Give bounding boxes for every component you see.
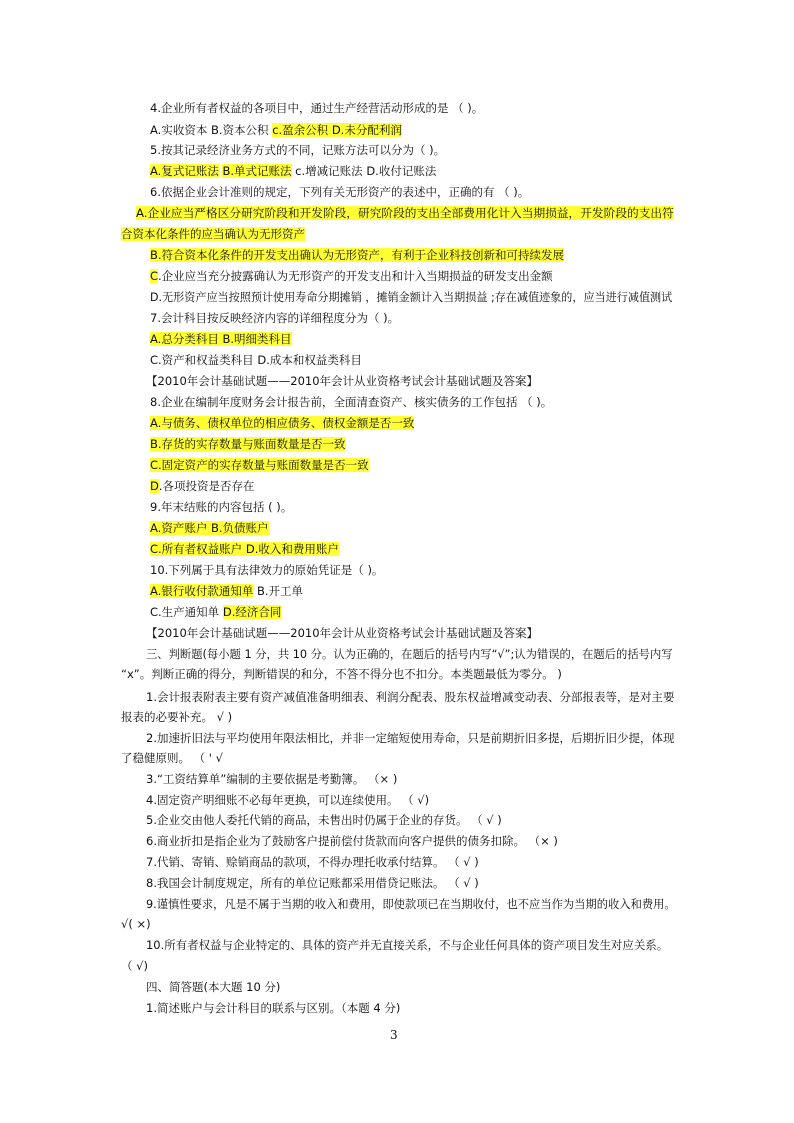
highlighted-text: B.存货的实存数量与账面数量是否一致 [150,437,346,451]
text-span: 3.“工资结算单”编制的主要依据是考勤簿。 （× ) [146,772,398,786]
text-line [150,583,303,599]
text-span: 7.代销、寄销、赊销商品的款项，不得办理托收承付结算。 （ √ ) [146,855,479,869]
text-span: 1.会计报表附表主要有资产减值准备明细表、利润分配表、股东权益增减变动表、分部报表等，是对主要 [146,690,675,704]
text-line [146,896,676,912]
text-span: 5.按其记录经济业务方式的不同，记账方法可以分为（ )。 [150,143,446,157]
text-span: 6.商业折扣是指企业为了鼓励客户提前偿付货款而向客户提供的债务扣除。 （× ) [146,834,558,848]
text-span: C.生产通知单 [150,605,223,619]
text-line [150,331,292,347]
text-line [146,854,479,870]
text-line [150,163,436,179]
text-span: 2.加速折旧法与平均使用年限法相比，并非一定缩短使用寿命，只是前期折旧多提，后期折旧少提，体现 [146,731,675,745]
text-span: 8.企业在编制年度财务会计报告前，全面清查资产、核实债务的工作包括 （ )。 [150,395,553,409]
text-line [150,541,339,557]
text-line [150,100,483,116]
text-line [146,833,558,849]
text-line [121,750,223,766]
text-line [121,958,148,974]
highlighted-text: D.经济合同 [222,605,282,619]
text-span: √( ×) [121,917,151,931]
text-span: D.无形资产应当按照预计使用寿命分期摊销 ，摊销金额计入当期损益 ;存在减值迹象的，应当进行减值测试 [150,290,673,304]
text-line [150,142,445,158]
text-span: 4.企业所有者权益的各项目中，通过生产经营活动形成的是 （ )。 [150,101,484,115]
highlighted-text: D [150,479,159,493]
text-span: C.资产和权益类科目 D.成本和权益类科目 [150,353,362,367]
text-line [150,499,292,515]
text-span: .企业应当充分披露确认为无形资产的开发支出和计入当期损益的研发支出金额 [158,269,553,283]
text-line [146,730,674,746]
highlighted-text: B.单式记账法 [222,164,292,178]
text-line [150,520,269,536]
text-line [150,184,529,200]
text-span: A.实收资本 B.资本公积 [150,123,273,137]
highlighted-text: B.符合资本化条件的开发支出确认为无形资产，有利于企业科技创新和可持续发展 [150,248,565,262]
text-line [146,625,538,641]
text-line [136,205,674,221]
text-line [150,247,564,263]
text-span: （ √) [121,959,148,973]
text-line [150,604,281,620]
text-span: “x”。判断正确的得分，判断错误的和分，不答不得分也不扣分。本类题最低为零分。 ) [121,667,562,681]
highlighted-text: C [150,269,159,283]
text-span: 三、判断题(每小题 1 分，共 10 分。认为正确的，在题后的括号内写“√”;认为错误的，在题后的括号内写 [146,647,673,661]
text-line [150,352,362,368]
highlighted-text: A.银行收付款通知单 [150,584,254,598]
text-span: B.开工单 [253,584,304,598]
text-span: 9.谨慎性要求，凡是不属于当期的收入和费用，即使款项已在当期收付，也不应当作为当期的收入和费用。 [146,897,676,911]
text-span: 了稳健原则。 （ ' √ [121,751,223,765]
text-line [150,415,414,431]
text-span: .各项投资是否存在 [158,479,255,493]
text-line [150,436,346,452]
text-line [146,937,668,953]
text-span: 【2010年会计基础试题——2010年会计从业资格考试会计基础试题及答案】 [146,626,539,640]
text-line [146,979,280,995]
text-line [150,394,552,410]
text-span: 8.我国会计制度规定，所有的单位记账都采用借贷记账法。 （ √ ) [146,876,479,890]
text-line [121,666,562,682]
text-span: c.增减记账法 D.收付记账法 [291,164,437,178]
text-line [121,916,151,932]
text-line [150,268,553,284]
highlighted-text: 合资本化条件的应当确认为无形资产 [121,227,305,241]
highlighted-text: A.企业应当严格区分研究阶段和开发阶段，研究阶段的支出全部费用化计入当期损益，开发阶段的支出符 [136,206,674,220]
text-span: 四、简答题(本大题 10 分) [146,980,281,994]
highlighted-text: c.盈余公积 D.未分配利润 [272,123,402,137]
text-line [146,792,429,808]
text-line [150,457,369,473]
text-line [150,289,672,305]
text-line [150,122,402,138]
text-line [146,1000,400,1016]
text-line [146,875,479,891]
text-span: 10.下列属于具有法律效力的原始凭证是（ )。 [150,563,384,577]
text-line [146,812,502,828]
text-span: 9.年末结账的内容包括 ( )。 [150,500,293,514]
text-line [121,226,305,242]
text-line [150,478,255,494]
page-number: 3 [390,1028,398,1042]
highlighted-text: A.复式记账法 [150,164,219,178]
highlighted-text: C.所有者权益账户 D.收入和费用账户 [150,542,339,556]
text-line [150,310,399,326]
text-span: 7.会计科目按反映经济内容的详细程度分为（ )。 [150,311,400,325]
text-line [146,373,538,389]
text-span: 1.简述账户与会计科目的联系与区别。（本题 4 分) [146,1001,401,1015]
highlighted-text: A.总分类科目 B.明细类科目 [150,332,292,346]
text-line [121,709,232,725]
text-span: 10.所有者权益与企业特定的、具体的资产并无直接关系，不与企业任何具体的资产项目发生对应关系。 [146,938,669,952]
text-span: 【2010年会计基础试题——2010年会计从业资格考试会计基础试题及答案】 [146,374,539,388]
text-span: 报表的必要补充。 √ ) [121,710,233,724]
highlighted-text: A.资产账户 B.负债账户 [150,521,269,535]
text-line [150,562,383,578]
highlighted-text: A.与债务、债权单位的相应债务、债权金额是否一致 [150,416,415,430]
text-span: 4.固定资产明细账不必每年更换，可以连续使用。 （ √) [146,793,430,807]
text-line [146,646,673,662]
highlighted-text: C.固定资产的实存数量与账面数量是否一致 [150,458,369,472]
text-line [146,771,397,787]
text-span: 5.企业交由他人委托代销的商品，未售出时仍属于企业的存货。 （ √ ) [146,813,502,827]
text-span: 6.依据企业会计准则的规定，下列有关无形资产的表述中，正确的有 （ )。 [150,185,530,199]
text-line [146,689,674,705]
